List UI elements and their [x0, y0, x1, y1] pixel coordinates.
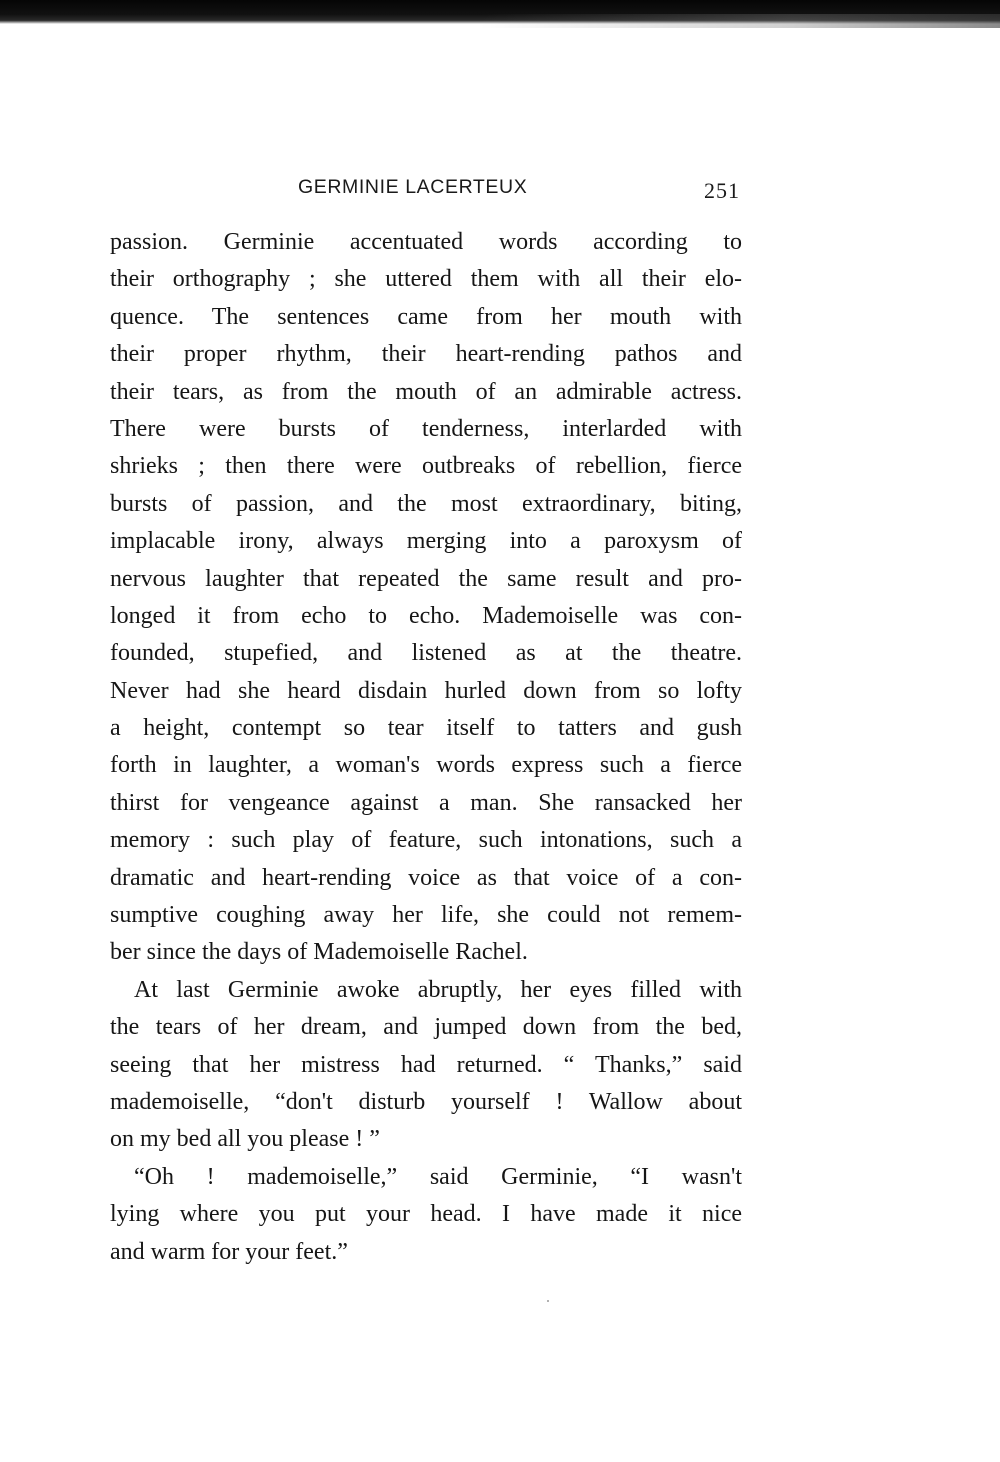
- scan-edge-shadow: [480, 14, 1000, 28]
- body-text: [110, 224, 742, 1271]
- paragraph-1: [110, 224, 742, 972]
- text-line: a height, contempt so tear itself to tatters and gush: [110, 715, 742, 742]
- text-line: seeing that her mistress had returned. “ Thanks,” said: [110, 1051, 742, 1078]
- text-line: forth in laughter, a woman's words express such a fierce: [110, 752, 742, 779]
- text-line: their tears, as from the mouth of an admirable actress.: [110, 378, 742, 405]
- text-line: mademoiselle, “don't disturb yourself ! Wallow about: [110, 1088, 742, 1115]
- text-line: nervous laughter that repeated the same result and pro-: [110, 565, 742, 592]
- text-line: At last Germinie awoke abruptly, her eyes filled with: [134, 976, 742, 1003]
- text-line: their orthography ; she uttered them with all their elo-: [110, 266, 742, 293]
- text-line: There were bursts of tenderness, interlarded with: [110, 415, 742, 442]
- text-line: memory : such play of feature, such intonations, such a: [110, 827, 742, 854]
- paragraph-3: [110, 1159, 742, 1271]
- text-line: on my bed all you please ! ”: [110, 1126, 380, 1153]
- text-line: sumptive coughing away her life, she could not remem-: [110, 902, 742, 929]
- paragraph-2: [110, 972, 742, 1159]
- text-line: passion. Germinie accentuated words according to: [110, 229, 742, 255]
- text-line: Never had she heard disdain hurled down from so lofty: [110, 677, 742, 704]
- text-line: implacable irony, always merging into a paroxysm of: [110, 528, 742, 555]
- text-line: quence. The sentences came from her mouth with: [110, 303, 742, 330]
- text-line: shrieks ; then there were outbreaks of rebellion, fierce: [110, 453, 742, 480]
- page-number: 251: [704, 178, 740, 203]
- running-header: [110, 172, 742, 206]
- scan-speck: [547, 1300, 549, 1302]
- text-line: bursts of passion, and the most extraordinary, biting,: [110, 490, 742, 517]
- text-line: the tears of her dream, and jumped down from the bed,: [110, 1014, 742, 1041]
- text-line: ber since the days of Mademoiselle Rachel.: [110, 939, 528, 966]
- text-line: their proper rhythm, their heart-rending pathos and: [110, 341, 742, 368]
- running-title: GERMINIE LACERTEUX: [298, 176, 528, 198]
- text-line: lying where you put your head. I have made it nice: [110, 1201, 742, 1228]
- text-line: “Oh ! mademoiselle,” said Germinie, “I wasn't: [134, 1163, 742, 1190]
- text-line: founded, stupefied, and listened as at the theatre.: [110, 640, 742, 667]
- text-line: longed it from echo to echo. Mademoiselle was con-: [110, 602, 742, 629]
- text-line: thirst for vengeance against a man. She ransacked her: [110, 789, 742, 816]
- text-line: dramatic and heart-rending voice as that voice of a con-: [110, 864, 742, 891]
- text-line: and warm for your feet.”: [110, 1238, 348, 1265]
